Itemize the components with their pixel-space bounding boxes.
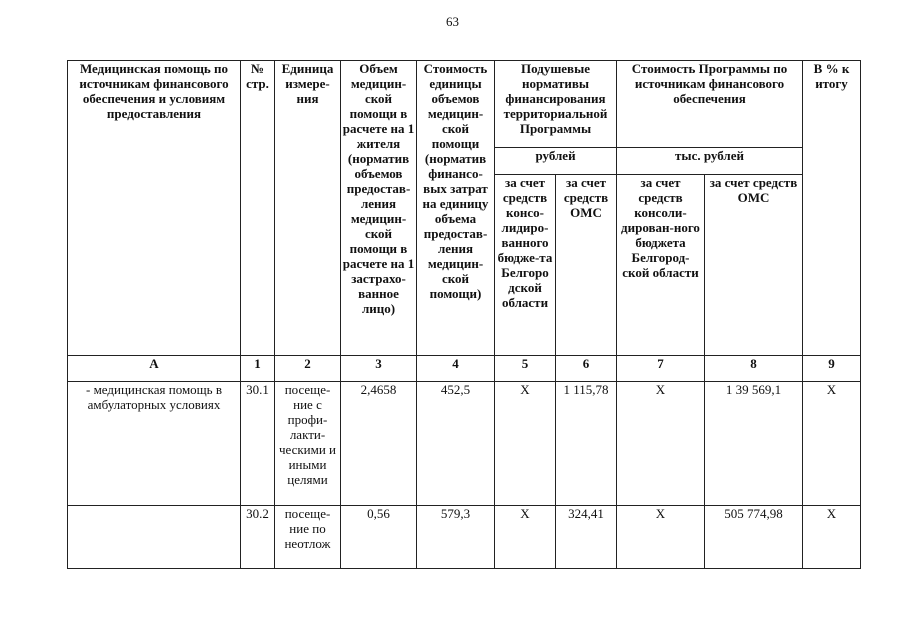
column-number: 7 xyxy=(617,356,705,382)
volume-cell: 0,56 xyxy=(341,506,417,569)
oms-cost-cell: 505 774,98 xyxy=(705,506,803,569)
header-percent-of-total: В % к итогу xyxy=(803,61,861,356)
oms-cost-cell: 1 39 569,1 xyxy=(705,382,803,506)
oms-norm-cell: 1 115,78 xyxy=(556,382,617,506)
percent-cell: Х xyxy=(803,382,861,506)
header-unit-rubles: рублей xyxy=(495,148,617,175)
row-number-cell: 30.1 xyxy=(241,382,275,506)
page-number: 63 xyxy=(446,14,459,29)
column-number: 9 xyxy=(803,356,861,382)
column-number: 5 xyxy=(495,356,556,382)
header-per-capita-norms: Подушевые нормативы финансирования территориальной Программы xyxy=(495,61,617,148)
header-row-number: № стр. xyxy=(241,61,275,356)
unit-cell: посеще-ние с профи-лакти-ческими и иными целями xyxy=(275,382,341,506)
oms-norm-cell: 324,41 xyxy=(556,506,617,569)
volume-cell: 2,4658 xyxy=(341,382,417,506)
regional-cost-cell: Х xyxy=(617,506,705,569)
header-volume: Объем медицин-ской помощи в расчете на 1 жителя (норматив объемов предостав-ления медицин-ской помощи в расчете на 1 застрахо-ванное лицо) xyxy=(341,61,417,356)
header-oms-norm: за счет средств ОМС xyxy=(556,175,617,356)
column-number: 2 xyxy=(275,356,341,382)
care-type-cell xyxy=(68,506,241,569)
header-regional-budget-norm: за счет средств консо-лидиро-ванного бюдже-та Белгоро дской области xyxy=(495,175,556,356)
unit-cell: посеще-ние по неотлож xyxy=(275,506,341,569)
column-number: 1 xyxy=(241,356,275,382)
unit-cost-cell: 579,3 xyxy=(417,506,495,569)
header-program-cost: Стоимость Программы по источникам финансового обеспечения xyxy=(617,61,803,148)
header-care-type: Медицинская помощь по источникам финансового обеспечения и условиям предоставления xyxy=(68,61,241,356)
column-number: 6 xyxy=(556,356,617,382)
regional-cost-cell: Х xyxy=(617,382,705,506)
header-unit-thousand-rubles: тыс. рублей xyxy=(617,148,803,175)
header-unit: Единица измере-ния xyxy=(275,61,341,356)
regional-norm-cell: Х xyxy=(495,506,556,569)
care-type-cell: - медицинская помощь в амбулаторных условиях xyxy=(68,382,241,506)
header-oms-cost: за счет средств ОМС xyxy=(705,175,803,356)
regional-norm-cell: Х xyxy=(495,382,556,506)
column-number-row xyxy=(68,356,861,382)
percent-cell: Х xyxy=(803,506,861,569)
column-number: А xyxy=(68,356,241,382)
table-row xyxy=(68,506,861,569)
header-regional-budget-cost: за счет средств консоли-дирован-ного бюджета Белгород-ской области xyxy=(617,175,705,356)
table-row xyxy=(68,382,861,506)
unit-cost-cell: 452,5 xyxy=(417,382,495,506)
header-unit-cost: Стоимость единицы объемов медицин-ской помощи (норматив финансо-вых затрат на единицу объема предостав-ления медицин-ской помощи) xyxy=(417,61,495,356)
column-number: 8 xyxy=(705,356,803,382)
financing-table xyxy=(67,60,861,569)
row-number-cell: 30.2 xyxy=(241,506,275,569)
column-number: 4 xyxy=(417,356,495,382)
column-number: 3 xyxy=(341,356,417,382)
